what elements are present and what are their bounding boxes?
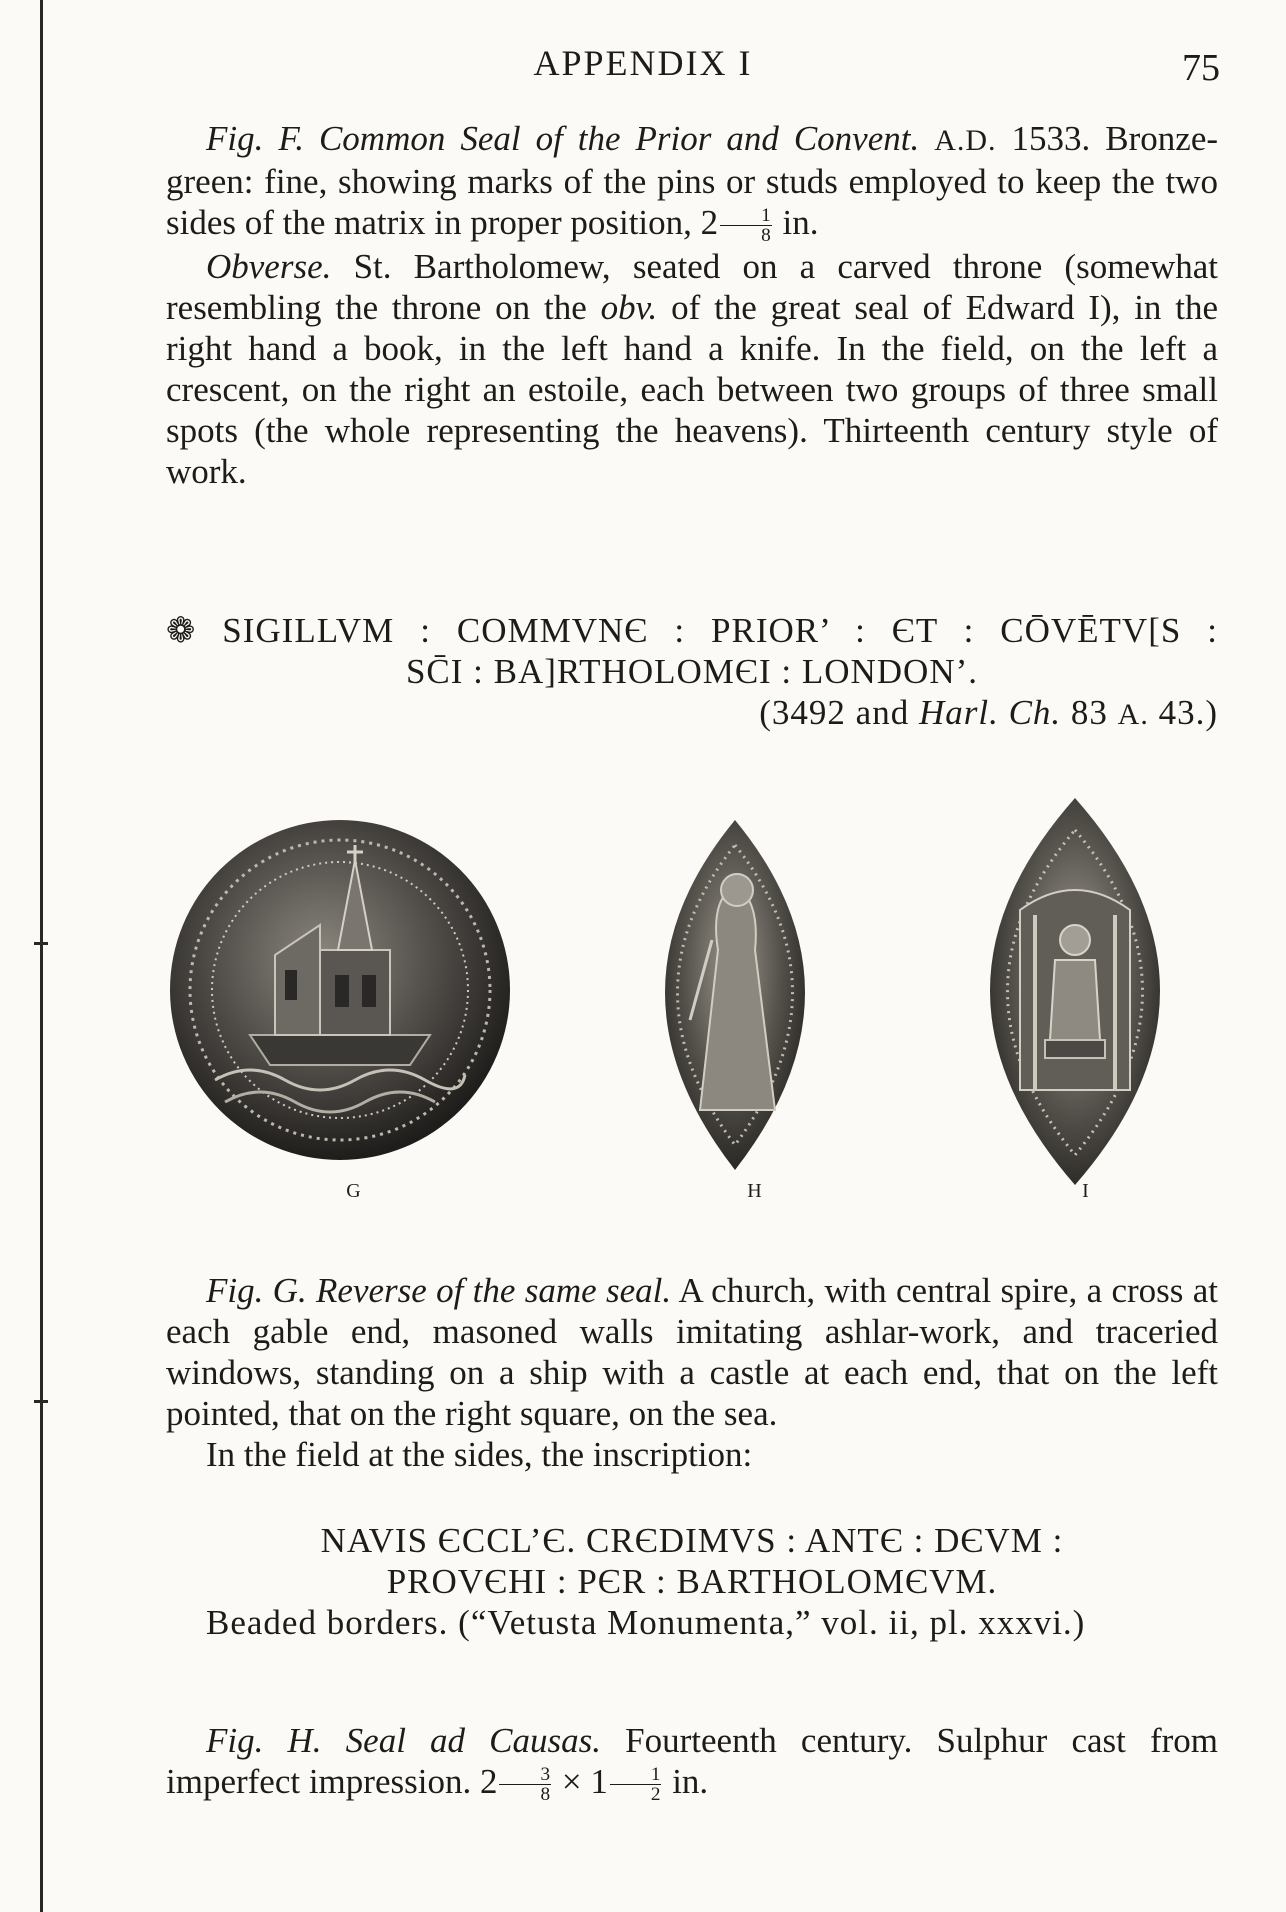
- times-sign: ×: [561, 1762, 582, 1801]
- fig-f-era: A.D.: [934, 124, 997, 157]
- fig-f-description: Bronze-green: fine, showing marks of the pins or studs employed to keep the two sides of the matrix in proper position,: [166, 119, 1219, 242]
- size-unit: in.: [782, 203, 819, 242]
- fig-h-description: Fourteenth century. Sulphur cast from imperfect impression.: [166, 1721, 1219, 1801]
- fig-g-description: A church, with central spire, a cross at each gable end, masoned walls imitating ashlar-work, and traceried windows, standing on a ship with a castle at each end, that on the left pointed, that on the right square, on the sea.: [166, 1271, 1218, 1433]
- fig-f-title: Common Seal of the Prior and Convent.: [318, 119, 920, 158]
- obverse-text-2: of the great seal of Edward I), in the right hand a book, in the left hand a knife. In the field, on the left a crescent, on the right an estoile, each between two groups of three small spots (the whole representing the heavens). Thirteenth century style of work.: [166, 287, 1219, 491]
- seals-plate: [0, 790, 1286, 1210]
- page-number: 75: [1182, 47, 1220, 89]
- fig-h-size: [479, 1762, 709, 1806]
- binding-mark: [34, 1400, 48, 1403]
- fig-h-section: [166, 1720, 1218, 1805]
- ref-part-1: (3492 and: [759, 693, 910, 732]
- inscription-mark-icon: ❁: [166, 611, 197, 650]
- ref-harl: Harl. Ch.: [918, 693, 1062, 732]
- obverse-obv: obv.: [600, 287, 658, 327]
- fig-f-date: 1533.: [1011, 119, 1091, 158]
- frac-den: 8: [761, 225, 771, 247]
- size-a-whole: 2: [479, 1762, 498, 1801]
- fig-g-paragraph: [166, 1270, 1218, 1434]
- page-header: [0, 42, 1286, 90]
- frac-num: 1: [720, 206, 772, 226]
- ref-part-3: 43.): [1158, 693, 1218, 732]
- fig-g-field-text: In the field at the sides, the inscription:: [206, 1435, 753, 1474]
- obverse-paragraph: [166, 246, 1218, 492]
- ref-a: A.: [1117, 698, 1149, 731]
- running-head: APPENDIX I: [533, 43, 753, 83]
- seal-h-label: H: [747, 1180, 763, 1202]
- fig-g-inscription-line-2: PROVЄHI : PЄR : BARTHOLOMЄVM.: [386, 1562, 998, 1601]
- fig-g-label: Fig. G.: [206, 1271, 307, 1310]
- fig-f-section: [166, 118, 1218, 492]
- fig-g-inscription-line-1: NAVIS ЄCCL’Є. CRЄDIMVS : ANTЄ : DЄVM :: [320, 1521, 1064, 1560]
- inscription-reference: [166, 692, 1218, 735]
- fig-h-paragraph: [166, 1720, 1218, 1805]
- fig-h-title: Seal ad Causas.: [345, 1721, 602, 1760]
- size-whole: 2: [700, 203, 719, 242]
- seal-h-image: [665, 820, 805, 1170]
- seals-plate-image: [0, 790, 1286, 1210]
- frac-den: 2: [650, 1784, 661, 1806]
- obverse-label: Obverse.: [206, 246, 332, 286]
- size-a-fraction: [499, 1765, 551, 1805]
- seal-g-image: [170, 820, 510, 1160]
- size-b-whole: 1: [590, 1762, 608, 1801]
- frac-num: 1: [610, 1765, 662, 1785]
- fig-g-inscription: [166, 1520, 1218, 1643]
- size-b-fraction: [610, 1765, 662, 1805]
- ref-part-2: 83: [1070, 693, 1108, 732]
- fig-f-paragraph: [166, 118, 1218, 246]
- fig-h-label: Fig. H.: [206, 1721, 322, 1760]
- inscription-line-2: SC̄I : BA]RTHOLOMЄI : LONDON’.: [405, 652, 979, 691]
- seal-i-image: [990, 798, 1160, 1185]
- frac-num: 3: [499, 1765, 551, 1785]
- fig-g-section: [166, 1270, 1218, 1475]
- inscription-line-1: SIGILLVM : COMMVNЄ : PRIOR’ : ЄT : CŌVĒTV[S :: [222, 611, 1218, 650]
- inscription-line-1-row: [166, 610, 1218, 651]
- seal-g-label: G: [346, 1180, 362, 1202]
- seal-i-label: I: [1082, 1180, 1090, 1202]
- fig-f-label: Fig. F.: [206, 119, 304, 158]
- fig-f-inscription: [166, 610, 1218, 735]
- size-unit: in.: [672, 1762, 709, 1801]
- fig-g-title: Reverse of the same seal.: [316, 1271, 672, 1310]
- fig-f-size: [700, 203, 819, 247]
- obverse-text-1: St. Bartholomew, seated on a carved throne (somewhat resembling the throne on the: [166, 246, 1218, 327]
- fig-g-borders: Beaded borders. (“Vetusta Monumenta,” vol. ii, pl. xxxvi.): [206, 1603, 1086, 1642]
- size-fraction: [720, 206, 772, 246]
- frac-den: 8: [540, 1784, 551, 1806]
